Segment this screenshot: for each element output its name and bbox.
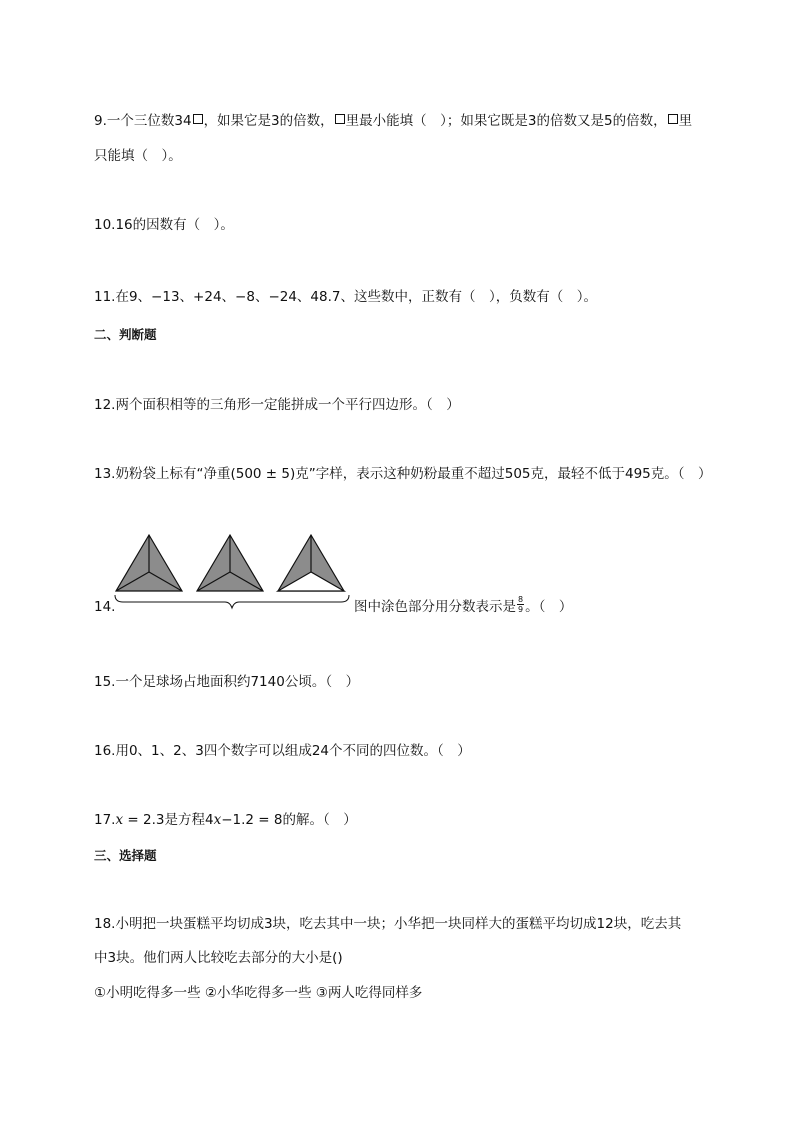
- triangle-1: [116, 535, 182, 591]
- question-16: 16.用0、1、2、3四个数字可以组成24个不同的四位数。（ ）: [94, 743, 471, 759]
- q17-prefix: 17.: [94, 812, 116, 828]
- q14-text-after: 。（ ）: [525, 599, 573, 615]
- question-15: 15.一个足球场占地面积约7140公顷。（ ）: [94, 674, 360, 690]
- question-17: [94, 810, 357, 830]
- question-18-line-2: 中3块。他们两人比较吃去部分的大小是(): [94, 950, 343, 966]
- question-9-line-2: 只能填（ ）。: [94, 148, 182, 164]
- q9-text-4: 里: [678, 113, 693, 129]
- triangle-3: [278, 535, 344, 591]
- question-14-text: [354, 594, 573, 617]
- section-heading-judgement: 二、判断题: [94, 327, 157, 342]
- q9-text-1: 9.一个三位数34: [94, 113, 192, 129]
- q17-eq-1: = 2.3是方程4: [123, 812, 214, 828]
- q9-text-3: 里最小能填（ ）；如果它既是3的倍数又是5的倍数，: [345, 113, 667, 129]
- question-10: 10.16的因数有（ ）。: [94, 217, 234, 233]
- q9-text-2: ，如果它是3的倍数，: [203, 113, 334, 129]
- brace: [115, 595, 349, 608]
- question-12: 12.两个面积相等的三角形一定能拼成一个平行四边形。（ ）: [94, 397, 460, 413]
- fraction: [517, 595, 524, 614]
- section-heading-choice: 三、选择题: [94, 848, 157, 863]
- fraction-numerator: 8: [518, 594, 524, 604]
- triangles-figure: [113, 532, 353, 612]
- question-18-options: ①小明吃得多一些 ②小华吃得多一些 ③两人吃得同样多: [94, 985, 423, 1001]
- q17-eq-2: −1.2 = 8的解。（ ）: [221, 812, 357, 828]
- q17-variable: x: [115, 812, 124, 828]
- question-14-number: 14.: [94, 599, 116, 615]
- question-18-line-1: 18.小明把一块蛋糕平均切成3块，吃去其中一块；小华把一块同样大的蛋糕平均切成12块，吃去其: [94, 916, 682, 932]
- q17-variable-2: x: [213, 812, 222, 828]
- blank-box-icon: [193, 114, 203, 124]
- triangle-2: [197, 535, 263, 591]
- q14-text-before: 图中涂色部分用分数表示是: [354, 599, 516, 615]
- question-9-line-1: [94, 111, 692, 131]
- blank-box-icon: [335, 114, 345, 124]
- fraction-denominator: 9: [518, 604, 524, 614]
- blank-box-icon: [668, 114, 678, 124]
- question-11: 11.在9、−13、+24、−8、−24、48.7、这些数中，正数有（ ），负数有（ ）。: [94, 289, 597, 305]
- question-13: 13.奶粉袋上标有“净重(500 ± 5)克”字样，表示这种奶粉最重不超过505克，最轻不低于495克。（ ）: [94, 466, 712, 482]
